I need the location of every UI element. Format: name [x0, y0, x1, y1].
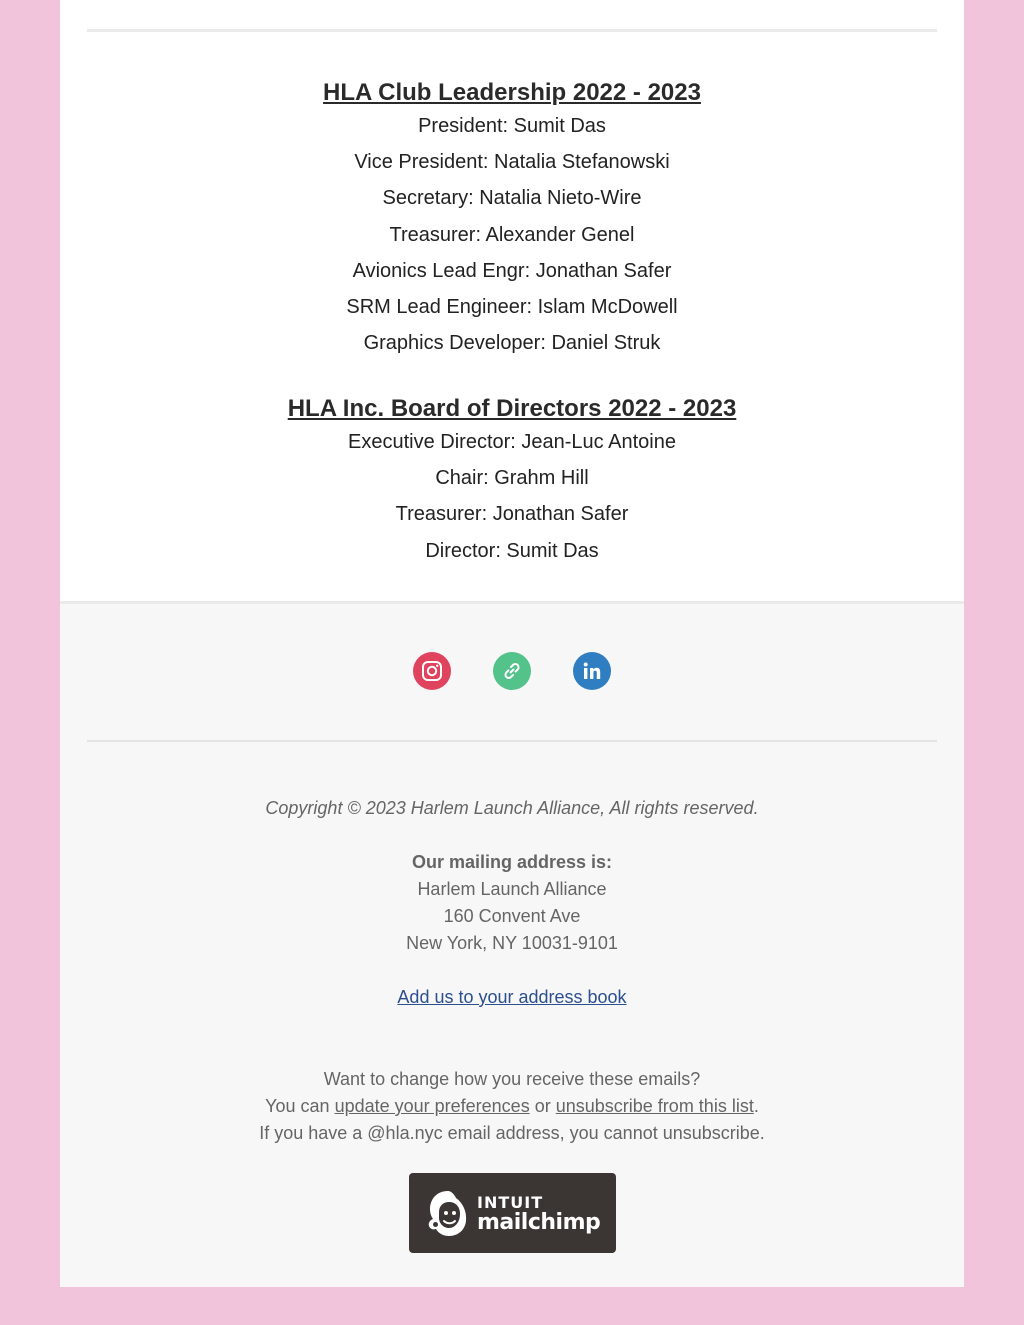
pref-text: You can — [265, 1096, 330, 1116]
club-leadership-section — [60, 78, 964, 361]
address-line: 160 Convent Ave — [443, 906, 581, 926]
badge-line1: INTUIT — [477, 1193, 544, 1212]
preferences-row — [60, 1093, 964, 1120]
address-book-row — [60, 984, 964, 1011]
leadership-member: Vice President: Natalia Stefanowski — [354, 151, 670, 174]
freddie-chimp-icon — [425, 1188, 471, 1238]
update-preferences-link[interactable]: update your preferences — [334, 1096, 530, 1116]
address-line: New York, NY 10031-9101 — [406, 933, 618, 953]
leadership-member: Secretary: Natalia Nieto-Wire — [382, 187, 642, 210]
email-footer — [60, 601, 964, 1287]
leadership-member: Graphics Developer: Daniel Struk — [363, 332, 661, 355]
address-line: Harlem Launch Alliance — [417, 879, 607, 899]
footer-divider — [87, 740, 937, 742]
linkedin-link[interactable] — [573, 652, 611, 690]
board-title: HLA Inc. Board of Directors 2022 - 2023 — [287, 395, 737, 422]
copyright-text: Copyright © 2023 Harlem Launch Alliance, All rights reserved. — [265, 798, 759, 818]
link-icon — [501, 660, 523, 682]
badge-line2: mailchimp — [477, 1210, 601, 1235]
linkedin-icon — [581, 660, 603, 682]
board-member: Chair: Grahm Hill — [435, 467, 589, 490]
mailing-address-heading: Our mailing address is: — [411, 852, 613, 872]
unsubscribe-link[interactable]: unsubscribe from this list — [555, 1096, 754, 1116]
email-body — [60, 0, 964, 1287]
board-member: Executive Director: Jean-Luc Antoine — [348, 431, 676, 453]
website-link[interactable] — [493, 652, 531, 690]
leadership-member: Avionics Lead Engr: Jonathan Safer — [352, 259, 672, 282]
divider — [87, 29, 937, 32]
pref-text: . — [753, 1096, 759, 1116]
social-links — [60, 652, 964, 690]
unsubscribe-note: If you have a @hla.nyc email address, you cannot unsubscribe. — [259, 1123, 765, 1143]
leadership-member: President: Sumit Das — [418, 115, 606, 137]
preferences-question: Want to change how you receive these emails? — [323, 1069, 701, 1089]
add-to-address-book-link[interactable]: Add us to your address book — [397, 987, 627, 1007]
instagram-icon — [421, 660, 443, 682]
club-leadership-title: HLA Club Leadership 2022 - 2023 — [323, 79, 701, 106]
board-member: Director: Sumit Das — [425, 539, 599, 562]
leadership-member: Treasurer: Alexander Genel — [389, 223, 635, 246]
pref-text: or — [534, 1096, 551, 1116]
badge-wordmark — [477, 1193, 600, 1233]
board-of-directors-section — [60, 394, 964, 569]
board-member: Treasurer: Jonathan Safer — [395, 503, 629, 526]
mailchimp-badge[interactable] — [409, 1173, 616, 1253]
leadership-member: SRM Lead Engineer: Islam McDowell — [346, 296, 678, 319]
instagram-link[interactable] — [413, 652, 451, 690]
